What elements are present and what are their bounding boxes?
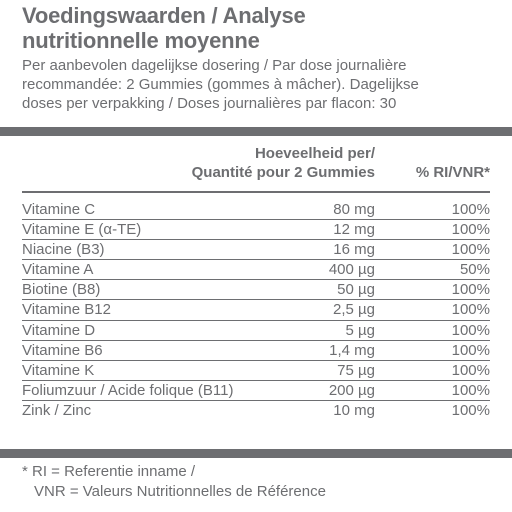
table-row (22, 341, 490, 361)
nutrient-ri-percent: 100% (451, 241, 490, 259)
nutrient-quantity: 5 µg (345, 321, 375, 339)
nutrient-ri-percent: 100% (451, 281, 490, 299)
nutrient-ri-percent: 100% (451, 341, 490, 359)
footnote (22, 462, 326, 502)
nutrient-quantity: 10 mg (333, 401, 375, 419)
quantity-header-line-2: Quantité pour 2 Gummies (191, 164, 375, 181)
nutrient-ri-percent: 100% (451, 301, 490, 319)
nutrient-quantity: 16 mg (333, 241, 375, 259)
nutrient-quantity: 400 µg (328, 261, 375, 279)
table-row (22, 361, 490, 381)
table-row (22, 200, 490, 220)
serving-info-line-3: doses per verpakking / Doses journalières par flacon: 30 (22, 95, 397, 112)
header-divider (22, 191, 490, 193)
nutrient-quantity: 80 mg (333, 201, 375, 218)
quantity-header-line-1: Hoeveelheid per/ (254, 145, 375, 162)
nutrient-quantity: 50 µg (337, 281, 375, 299)
nutrient-ri-percent: 100% (451, 221, 490, 239)
footnote-line-2: VNR = Valeurs Nutritionnelles de Référence (34, 483, 326, 500)
nutrient-name: Vitamine B6 (22, 341, 103, 359)
table-row (22, 220, 490, 240)
table-row (22, 401, 490, 420)
nutrient-quantity: 1,4 mg (329, 341, 375, 359)
serving-info-line-2: recommandée: 2 Gummies (gommes à mâcher). Dagelijkse (22, 76, 419, 93)
nutrient-name: Vitamine E (α-TE) (22, 221, 142, 239)
top-divider (0, 127, 512, 136)
nutrient-quantity: 12 mg (333, 221, 375, 239)
nutrient-ri-percent: 100% (451, 381, 490, 399)
nutrient-name: Vitamine A (22, 261, 94, 279)
nutrient-name: Vitamine D (22, 321, 96, 339)
table-row (22, 280, 490, 300)
nutrient-name: Vitamine C (22, 201, 96, 218)
nutrient-name: Vitamine K (22, 361, 95, 379)
nutrient-ri-percent: 100% (451, 361, 490, 379)
nutrient-name: Niacine (B3) (22, 241, 105, 259)
table-row (22, 240, 490, 260)
page-title (22, 3, 306, 53)
ri-column-header: % RI/VNR* (415, 164, 490, 181)
nutrient-ri-percent: 100% (451, 401, 490, 419)
nutrient-name: Vitamine B12 (22, 301, 111, 319)
nutrient-quantity: 75 µg (337, 361, 375, 379)
nutrient-ri-percent: 100% (451, 201, 490, 218)
nutrient-quantity: 200 µg (328, 381, 375, 399)
nutrient-table (22, 200, 490, 420)
title-line-2: nutritionnelle moyenne (22, 28, 260, 53)
table-row (22, 300, 490, 320)
table-row (22, 381, 490, 401)
table-row (22, 321, 490, 341)
table-row (22, 260, 490, 280)
title-line-1: Voedingswaarden / Analyse (22, 3, 306, 28)
nutrient-name: Zink / Zinc (22, 401, 92, 419)
quantity-column-header (155, 144, 375, 182)
bottom-divider (0, 449, 512, 458)
nutrient-name: Biotine (B8) (22, 281, 101, 299)
footnote-line-1: * RI = Referentie inname / (22, 463, 196, 480)
nutrient-ri-percent: 50% (459, 261, 490, 279)
serving-info-line-1: Per aanbevolen dagelijkse dosering / Par dose journalière (22, 57, 407, 74)
nutrient-quantity: 2,5 µg (332, 301, 375, 319)
nutrient-ri-percent: 100% (451, 321, 490, 339)
nutrient-name: Foliumzuur / Acide folique (B11) (22, 381, 234, 399)
serving-info (22, 56, 502, 113)
